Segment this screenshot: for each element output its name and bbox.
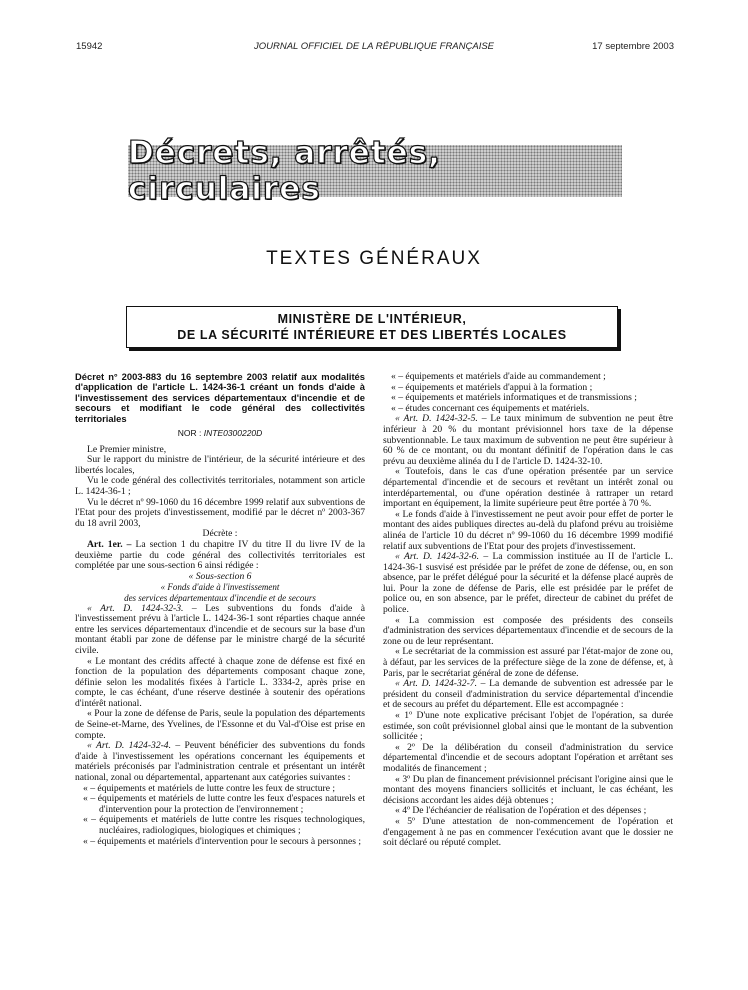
paragraph: Sur le rapport du ministre de l'intérieur, de la sécurité intérieure et des libertés locales,: [75, 454, 365, 476]
nor-code: INTE0300220D: [203, 428, 263, 439]
list-item: « – équipements et matériels d'appui à la formation ;: [391, 381, 593, 393]
paragraph: « Le fonds d'aide à l'investissement ne peut avoir pour effet de porter le montant des aides publiques directes au-delà du plafond prévu au troisième alinéa de l'article 10 du décret nº 99-1060 du 16 décembre 1999 modifié relatif aux subventions de l'Etat pour des projets d'investissement.: [383, 508, 673, 552]
fonds-subtitle: des services départementaux d'incendie et de secours: [124, 592, 316, 603]
issue-date: 17 septembre 2003: [592, 41, 674, 52]
article-label: Art. 1er. –: [87, 538, 132, 550]
article-d7: [383, 679, 673, 711]
article-text: – Les subventions du fonds d'aide à l'investissement prévu à l'article L. 1424-36-1 sont réparties chaque année entre les services départementaux d'incendie et de secours sur la base d'un montant établi par zone de défense par le ministre chargé de la sécurité civile.: [75, 602, 366, 656]
page-number: 15942: [76, 41, 103, 52]
banner-title: Décrets, arrêtés, circulaires: [128, 135, 441, 207]
article-label: « Art. D. 1424-32-6.: [395, 551, 480, 563]
ministry-box: [126, 306, 618, 348]
list-item: « 5º D'une attestation de non-commencement de l'opération et d'engagement à ne pas en commencer l'exécution avant que le dossier ne soit déclaré ou réputé complet.: [383, 815, 673, 849]
nor-reference: [75, 428, 365, 439]
subsection-heading: « Sous-section 6: [188, 570, 252, 582]
paragraph: « Pour la zone de défense de Paris, seule la population des départements de Seine-et-Marne, des Yvelines, de l'Essonne et du Val-d'Oise est prise en compte.: [75, 708, 365, 741]
article-d5: [383, 414, 673, 467]
list-item: « – équipements et matériels de lutte contre les feux d'espaces naturels et d'intervention pour la protection de l'environnement ;: [83, 793, 365, 815]
list-item: « 4º De l'échéancier de réalisation de l'opération et des dépenses ;: [395, 805, 647, 817]
ministry-line-1: MINISTÈRE DE L'INTÉRIEUR,: [277, 312, 467, 326]
article-label: « Art. D. 1424-32-5.: [395, 413, 478, 425]
paragraph: Vu le décret nº 99-1060 du 16 décembre 1999 relatif aux subventions de l'Etat pour des projets d'investissement, modifié par le décret nº 2003-367 du 18 avril 2003,: [75, 496, 365, 529]
list-item: « 2º De la délibération du conseil d'administration du service départemental d'incendie et de secours adoptant l'opération et arrêtant ses modalités de financement ;: [383, 741, 673, 774]
right-column: [383, 372, 673, 849]
paragraph: « La commission est composée des présidents des conseils d'administration des services départementaux d'incendie et de secours de la zone ou de leur représentant.: [383, 614, 673, 647]
section-heading: TEXTES GÉNÉRAUX: [266, 248, 482, 269]
list-item: « – équipements et matériels de lutte contre les risques technologiques, nucléaires, radiologiques, biologiques et chimiques ;: [83, 814, 365, 836]
article-text: – La commission instituée au II de l'article L. 1424-36-1 susvisé est présidée par le préfet de zone de défense, ou, en son absence, par le préfet délégué pour la sécurité et la défense placé auprès de lui. Pour la zone de défense de Paris, elle est présidée par le préfet de police ou, en son absence, par le préfet, directeur de cabinet du préfet de police.: [383, 551, 674, 616]
section-banner: [128, 135, 622, 207]
paragraph: « Le montant des crédits affecté à chaque zone de défense est fixé en fonction de la population des départements composant chaque zone, définie selon les modalités fixées à l'article L. 3334-2, après prise en compte, le cas échéant, d'une réserve destinée à soutenir des opérations d'intérêt national.: [75, 655, 365, 709]
article-label: « Art. D. 1424-32-7.: [395, 678, 477, 690]
paragraph: « Toutefois, dans le cas d'une opération présentée par un service départemental d'incendie et de secours et revêtant un intérêt zonal ou interdépartemental, ou d'une opération destinée à rattraper un retard important en équipement, la limite supérieure peut être portée à 70 %.: [383, 466, 673, 510]
journal-title: JOURNAL OFFICIEL DE LA RÉPUBLIQUE FRANÇAISE: [253, 41, 495, 52]
paragraph: « Le secrétariat de la commission est assuré par l'état-major de zone ou, à défaut, par les services de la préfecture siège de la zone de défense, et, à Paris, par le secrétariat général de zone de défense.: [383, 646, 673, 679]
list-item: « 1º D'une note explicative précisant l'objet de l'opération, sa durée estimée, son coût prévisionnel global ainsi que le montant de la subvention sollicitée ;: [383, 710, 673, 743]
nor-label: NOR :: [177, 428, 202, 439]
decrete-heading: Décrète :: [202, 528, 238, 540]
list-item: « – études concernant ces équipements et matériels.: [391, 402, 590, 414]
article-label: « Art. D. 1424-32-3.: [87, 602, 184, 614]
article-text: – La demande de subvention est adressée par le président du conseil d'administration du service départemental d'incendie et de secours au préfet du département. Elle est accompagnée :: [383, 678, 673, 711]
article-d3: [75, 604, 365, 657]
paragraph: Le Premier ministre,: [87, 443, 167, 455]
left-column: [75, 372, 365, 847]
list-item: « 3º Du plan de financement prévisionnel précisant l'origine ainsi que le montant des moyens financiers sollicités et incluant, le cas échéant, les décisions accordant les aides déjà obtenues ;: [383, 773, 673, 806]
fonds-title: « Fonds d'aide à l'investissement: [160, 582, 280, 593]
ministry-line-2: DE LA SÉCURITÉ INTÉRIEURE ET DES LIBERTÉS LOCALES: [177, 328, 567, 342]
decree-title: Décret n° 2003-883 du 16 septembre 2003 relatif aux modalités d'application de l'article L. 1424-36-1 créant un fonds d'aide à l'investissement des services départementaux d'incendie et de secours et modifiant le code général des collectivités territoriales: [75, 371, 365, 424]
article-1: [75, 540, 365, 572]
article-text: – Peuvent bénéficier des subventions du fonds d'aide à l'investissement les opérations concernant les équipements et matériels préconisés par l'administration centrale et présentant un intérêt national, zonal ou départemental, appartenant aux catégories suivantes :: [75, 740, 366, 784]
article-label: « Art. D. 1424-32-4.: [87, 740, 172, 752]
article-d4: [75, 741, 365, 783]
article-text: La section 1 du chapitre IV du titre II du livre IV de la deuxième partie du code général des collectivités territoriales est complétée par une sous-section 6 ainsi rédigée :: [75, 538, 365, 572]
list-item: « – équipements et matériels informatiques et de transmissions ;: [391, 392, 637, 404]
list-item: « – équipements et matériels d'intervention pour le secours à personnes ;: [83, 835, 362, 847]
paragraph: Vu le code général des collectivités territoriales, notamment son article L. 1424-36-1 ;: [75, 475, 365, 497]
article-text: – Le taux minimum de subvention ne peut être inférieur à 20 % du montant prévisionnel hors taxe de la dépense subventionnable. Le taux maximum de subvention ne peut être supérieur à 60 % de ce montant, ou du montant définitif de l'opération dans le cas prévu au deuxième alinéa du I de l'article D. 1424-32-10.: [383, 413, 673, 467]
article-d6: [383, 552, 673, 616]
list-item: « – équipements et matériels de lutte contre les feux de structure ;: [83, 782, 336, 794]
list-item: « – équipements et matériels d'aide au commandement ;: [391, 371, 606, 382]
